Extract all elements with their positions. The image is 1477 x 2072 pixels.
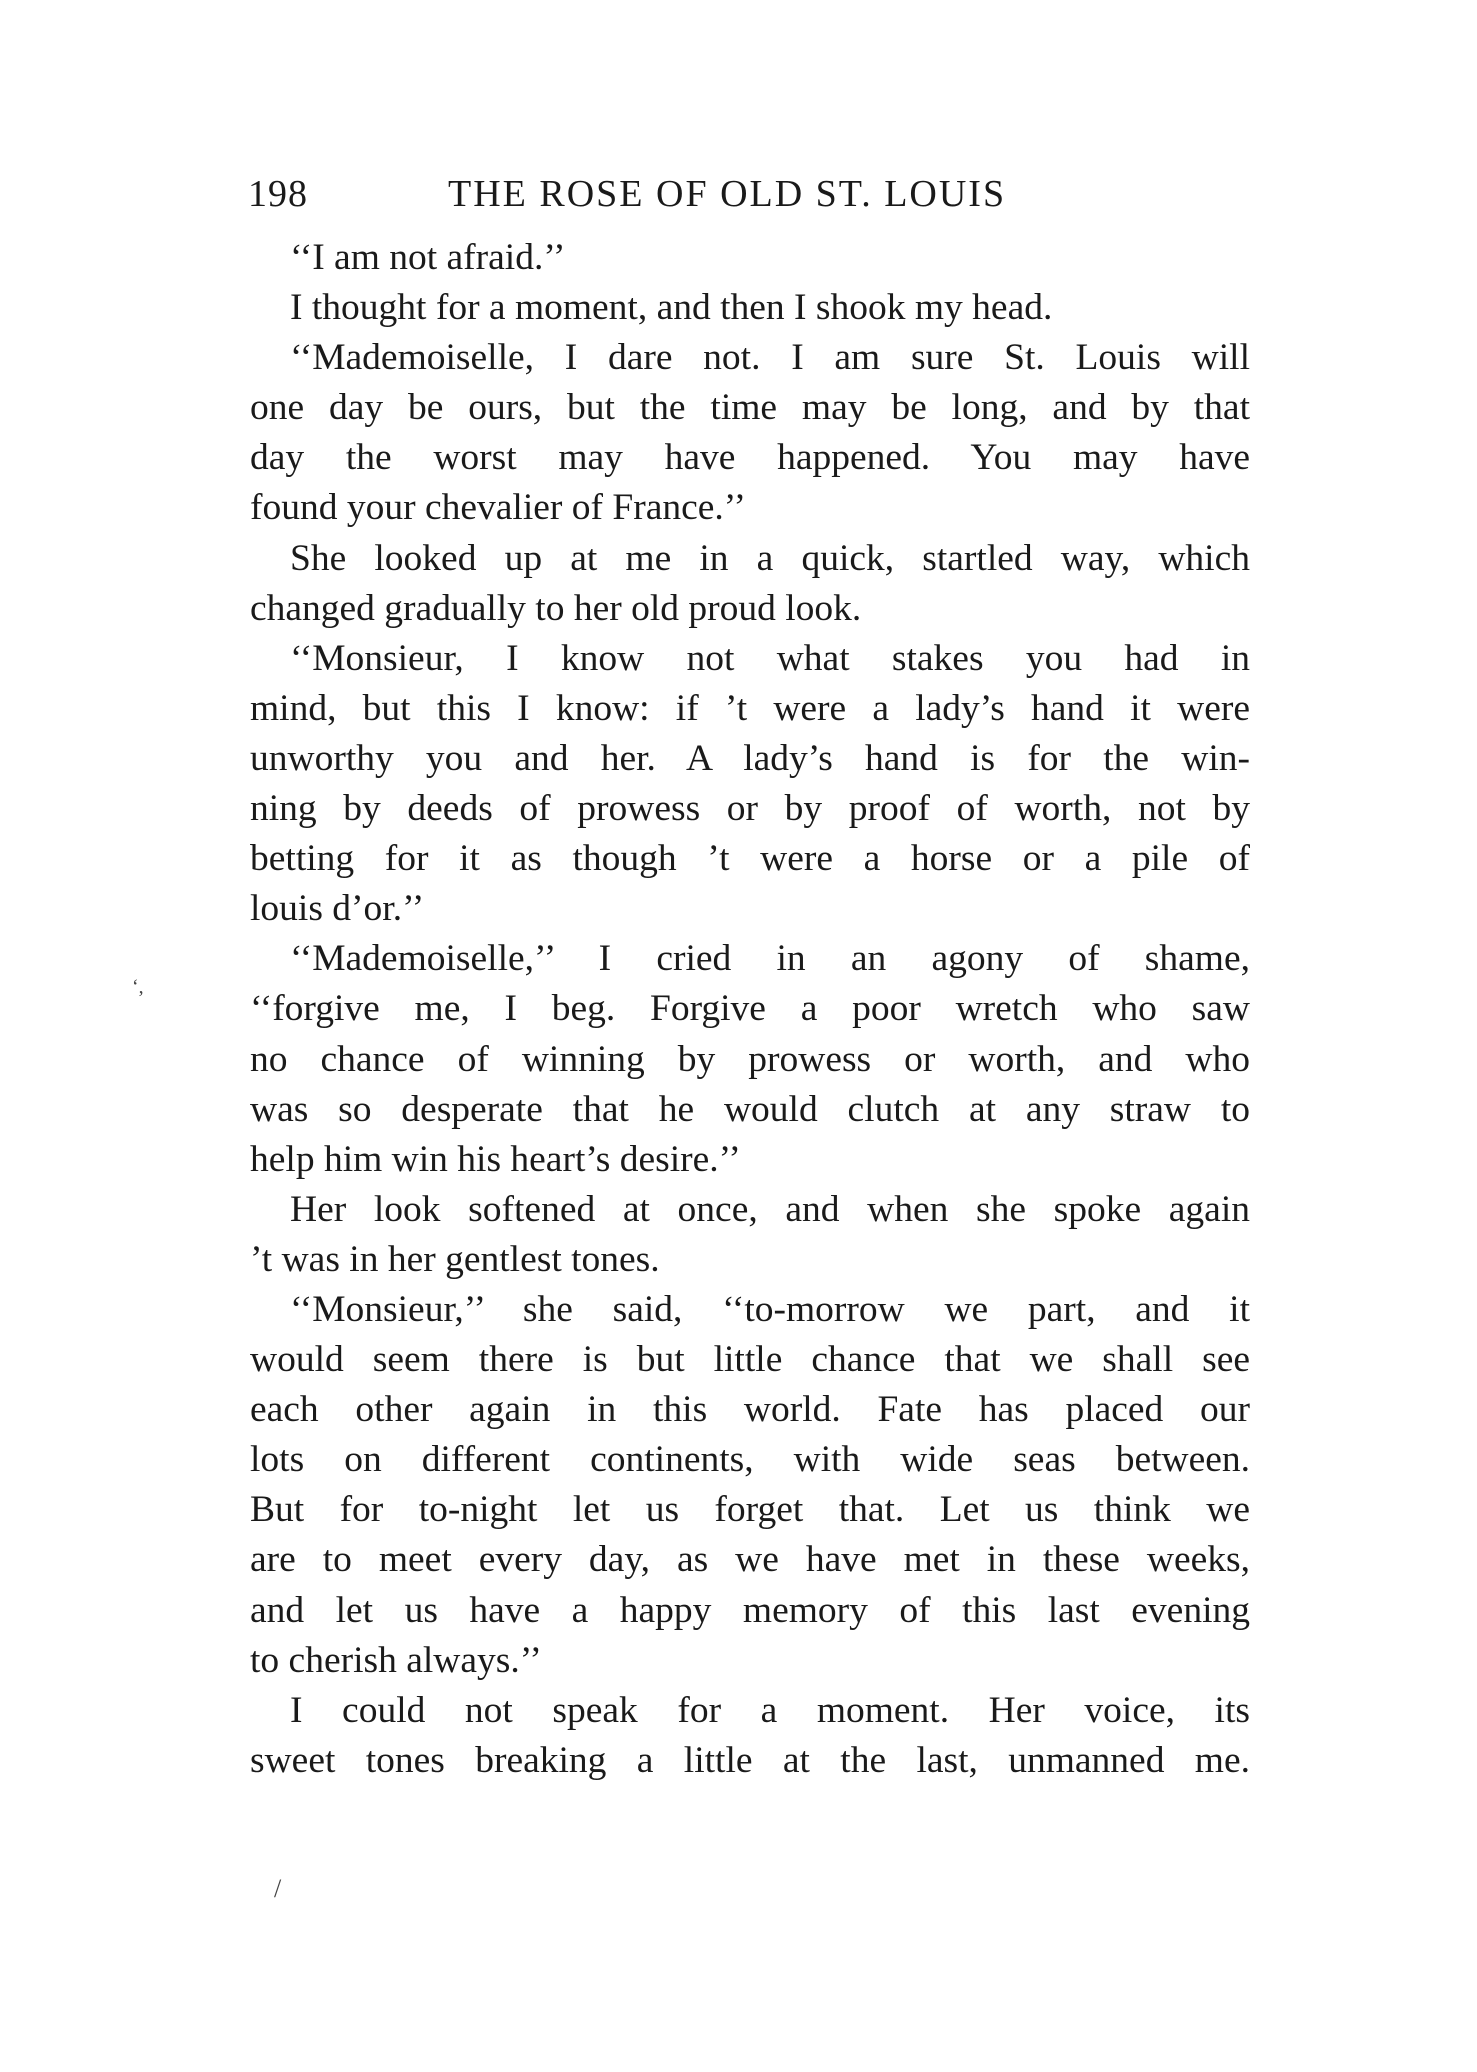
- bottom-mark: /: [274, 1874, 282, 1903]
- text-line: and let us have a happy memory of this last evening: [250, 1589, 1250, 1631]
- text-line: found your chevalier of France.’’: [250, 487, 746, 529]
- running-head: [248, 172, 1250, 222]
- text-line: are to meet every day, as we have met in these weeks,: [250, 1539, 1250, 1581]
- text-line: ‘‘Mademoiselle,’’ I cried in an agony of shame,: [290, 938, 1250, 980]
- text-line: ’t was in her gentlest tones.: [250, 1238, 660, 1280]
- text-line: changed gradually to her old proud look.: [250, 587, 862, 629]
- text-line: betting for it as though ’t were a horse or a pile of: [250, 838, 1250, 880]
- text-line: to cherish always.’’: [250, 1639, 542, 1681]
- text-line: would seem there is but little chance that we shall see: [250, 1339, 1250, 1381]
- text-line: was so desperate that he would clutch at any straw to: [250, 1088, 1250, 1130]
- text-line: ‘‘Mademoiselle, I dare not. I am sure St. Louis will: [290, 337, 1250, 379]
- text-line: sweet tones breaking a little at the last, unmanned me.: [250, 1739, 1250, 1781]
- text-line: mind, but this I know: if ’t were a lady’s hand it were: [250, 687, 1250, 729]
- text-line: I could not speak for a moment. Her voice, its: [290, 1689, 1250, 1731]
- body-text: [250, 233, 1250, 1786]
- text-line: ‘‘I am not afraid.’’: [290, 237, 566, 278]
- margin-mark: ʻ,: [132, 976, 144, 998]
- page-number: 198: [248, 173, 308, 215]
- text-line: Her look softened at once, and when she spoke again: [290, 1188, 1250, 1230]
- text-line: unworthy you and her. A lady’s hand is for the win-: [250, 737, 1250, 779]
- text-line: ‘‘Monsieur,’’ she said, ‘‘to-morrow we part, and it: [290, 1288, 1250, 1330]
- text-line: day the worst may have happened. You may have: [250, 437, 1250, 479]
- text-line: one day be ours, but the time may be long, and by that: [250, 387, 1250, 429]
- text-line: louis d’or.’’: [250, 888, 425, 930]
- text-line: help him win his heart’s desire.’’: [250, 1138, 741, 1180]
- text-line: But for to-night let us forget that. Let us think we: [250, 1489, 1250, 1531]
- text-line: no chance of winning by prowess or worth, and who: [250, 1038, 1250, 1080]
- text-line: I thought for a moment, and then I shook my head.: [290, 287, 1053, 329]
- text-line: ‘‘Monsieur, I know not what stakes you had in: [290, 637, 1250, 679]
- text-line: She looked up at me in a quick, startled way, which: [290, 537, 1250, 579]
- text-line: ning by deeds of prowess or by proof of worth, not by: [250, 788, 1250, 830]
- text-line: lots on different continents, with wide seas between.: [250, 1439, 1250, 1481]
- text-line: each other again in this world. Fate has placed our: [250, 1389, 1250, 1431]
- book-title: THE ROSE OF OLD ST. LOUIS: [448, 173, 1007, 215]
- text-line: ‘‘forgive me, I beg. Forgive a poor wretch who saw: [250, 988, 1250, 1030]
